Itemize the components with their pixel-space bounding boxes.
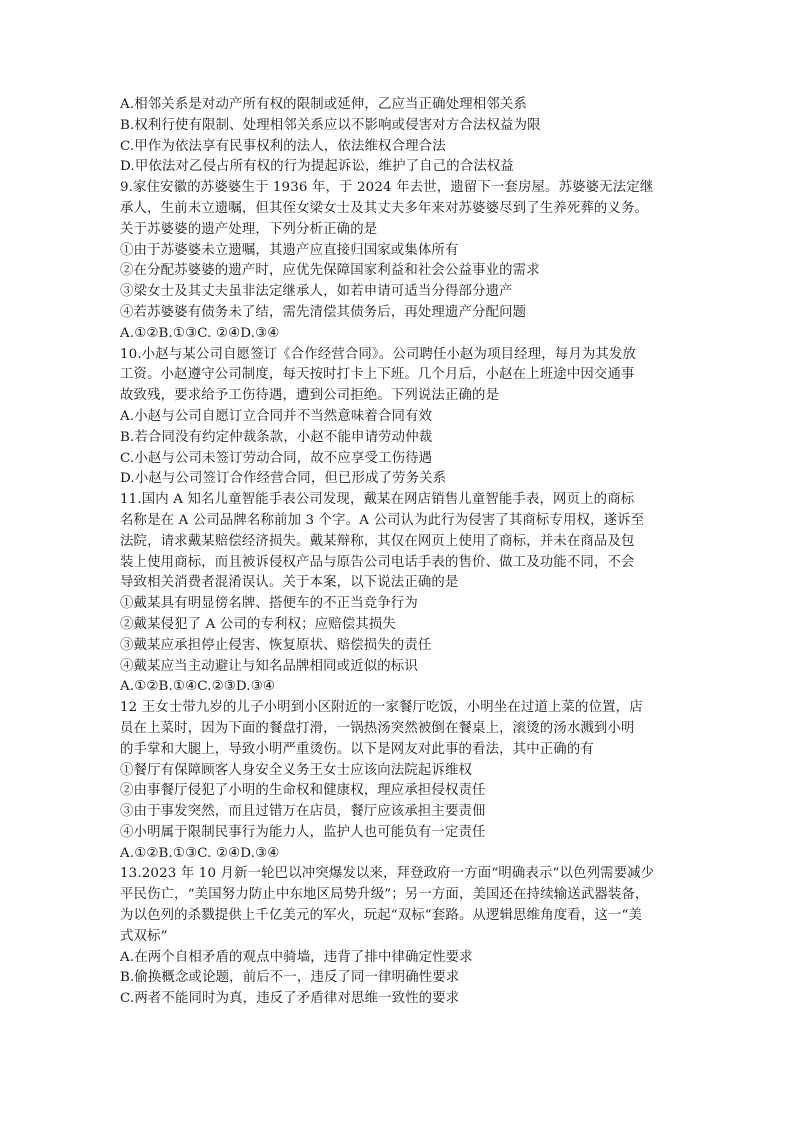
answer-choices: A.①②B.①③C. ②④D.③④ (120, 325, 280, 341)
question-10-stem: 工资。小赵遵守公司制度，每天按时打卡上下班。几个月后，小赵在上班途中因交通事 (120, 367, 635, 383)
question-11-stem: 装上使用商标，而且被诉侵权产品与原告公司电话手表的售价、做工及功能不同，不会 (120, 554, 635, 570)
statement-line: ④若苏婆婆有债务未了结，需先清偿其债务后，再处理遗产分配问题 (120, 304, 527, 320)
question-13-stem: 式双标” (120, 928, 168, 944)
statement-line: ④戴某应当主动避让与知名品牌相同或近似的标识 (120, 658, 418, 674)
option-line: A.在两个自相矛盾的观点中骑墙，违背了排中律确定性要求 (120, 949, 473, 965)
question-9-stem: 关于苏婆婆的遗产处理，下列分析正确的是 (120, 221, 378, 237)
question-13-stem: 为以色列的杀戮提供上千亿美元的军火，玩起“双标”套路。从逻辑思维角度看，这一“美 (120, 908, 642, 924)
question-10-stem: 故致残，要求给予工伤待遇，遭到公司拒绝。下列说法正确的是 (120, 388, 500, 404)
question-12-stem: 的手掌和大腿上，导致小明严重烫伤。以下是网友对此事的看法，其中正确的有 (120, 741, 594, 757)
question-9-stem: 承人，生前未立遗嘱，但其侄女梁女士及其丈夫多年来对苏婆婆尽到了生养死葬的义务。 (120, 200, 649, 216)
statement-line: ③戴某应承担停止侵害、恢复原状、赔偿损失的责任 (120, 637, 432, 653)
statement-line: ②在分配苏婆婆的遗产时，应优先保障国家利益和社会公益事业的需求 (120, 263, 540, 279)
statement-line: ④小明属于限制民事行为能力人，监护人也可能负有一定责任 (120, 824, 486, 840)
option-line: B.权利行使有限制、处理相邻关系应以不影响或侵害对方合法权益为限 (120, 117, 541, 133)
option-line: B.若合同没有约定仲裁条款，小赵不能申请劳动仲裁 (120, 429, 433, 445)
statement-line: ③由于事发突然，而且过错万在店员，餐厅应该承担主要责佃 (120, 804, 486, 820)
option-line: C.两者不能同时为真，违反了矛盾律对思维一致性的要求 (120, 991, 460, 1007)
option-line: D.甲依法对乙侵占所有权的行为提起诉讼，维护了自己的合法权益 (120, 159, 514, 175)
question-11-stem: 名称是在 A 公司品牌名称前加 3 个字。A 公司认为此行为侵害了其商标专用权，遂诉至 (120, 512, 645, 528)
option-line: C.小赵与公司未签订劳动合同，故不应享受工伤待遇 (120, 450, 433, 466)
option-line: A.小赵与公司自愿订立合同并不当然意味着合同有效 (120, 408, 433, 424)
question-9-stem: 9.家住安徽的苏婆婆生于 1936 年，于 2024 年去世，遗留下一套房屋。苏婆婆无法定继 (120, 180, 654, 196)
option-line: A.相邻关系是对动产所有权的限制或延伸，乙应当正确处理相邻关系 (120, 97, 527, 112)
statement-line: ③梁女士及其丈夫虽非法定继承人，如若申请可适当分得部分遗产 (120, 284, 513, 300)
option-line: C.甲作为依法享有民事权利的法人，依法维权合理合法 (120, 138, 446, 154)
statement-line: ②戴某侵犯了 A 公司的专利权；应赔偿其损失 (120, 616, 396, 632)
question-12-stem: 员在上菜时，因为下面的餐盘打滑，一锅热汤突然被倒在餐桌上，滚烫的汤水溅到小明 (120, 720, 635, 736)
question-11-stem: 导致相关消费者混淆误认。关于本案，以下说法正确的是 (120, 575, 459, 591)
question-12-stem: 12 王女士带九岁的儿子小明到小区附近的一家餐厅吃饭，小明坐在过道上菜的位置，店 (120, 700, 643, 716)
answer-choices: A.①②B.①④C.②③D.③④ (120, 679, 275, 695)
question-13-stem: 13.2023 年 10 月新一轮巴以冲突爆发以来，拜登政府一方面“明确表示”以色列需要减少 (120, 866, 655, 882)
statement-line: ①餐厅有保障顾客人身安全义务王女士应该向法院起诉维权 (120, 762, 473, 778)
statement-line: ①由于苏婆婆未立遗嘱，其遗产应直接归国家或集体所有 (120, 242, 459, 258)
option-line: D.小赵与公司签订合作经营合同，但已形成了劳务关系 (120, 471, 447, 487)
option-line: B.偷换概念或论题，前后不一，违反了同一律明确性要求 (120, 970, 460, 986)
statement-line: ①戴某具有明显傍名牌、搭便车的不正当竞争行为 (120, 596, 418, 612)
question-11-stem: 11.国内 A 知名儿童智能手表公司发现，戴某在网店销售儿童智能手表，网页上的商标 (120, 492, 635, 508)
answer-choices: A.①②B.①③C. ②④D.③④ (120, 845, 280, 861)
exam-page (120, 95, 680, 1010)
question-11-stem: 法院，请求戴某赔偿经济损失。戴某辩称，其仅在网页上使用了商标，并未在商品及包 (120, 533, 635, 549)
question-13-stem: 平民伤亡，“美国努力防止中东地区局势升级”；另一方面，美国还在持续输送武器装备， (120, 887, 649, 903)
statement-line: ②由事餐厅侵犯了小明的生命权和健康权，理应承担侵权责任 (120, 783, 486, 799)
question-10-stem: 10.小赵与某公司自愿签订《合作经营合同》。公司聘任小赵为项目经理，每月为其发放 (120, 346, 637, 362)
